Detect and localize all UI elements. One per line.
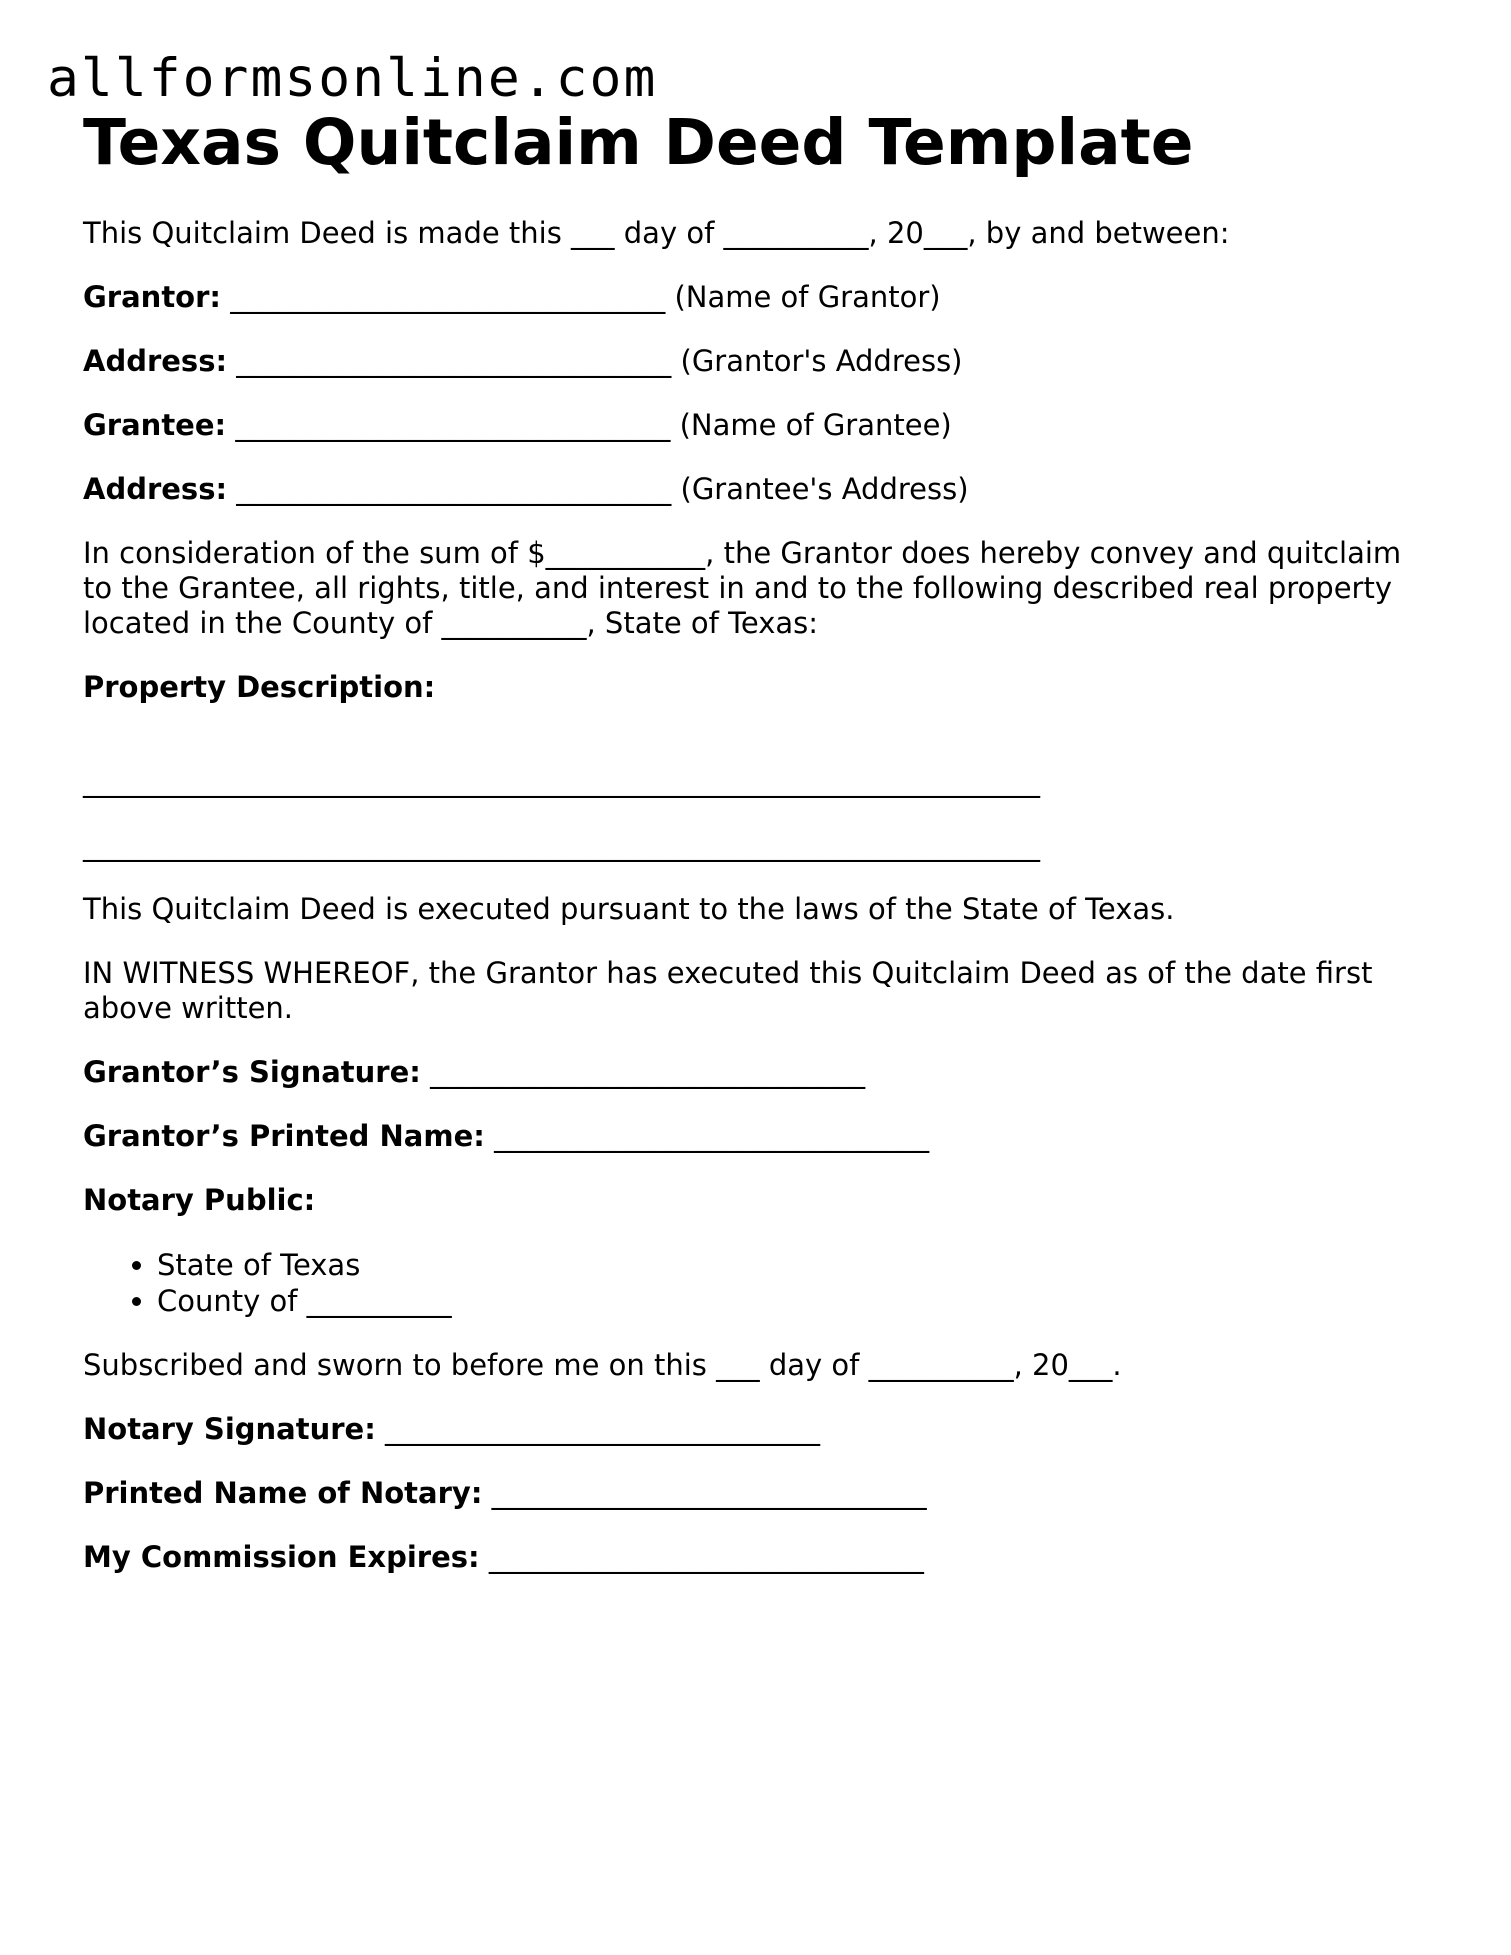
grantor-name-blank[interactable]: ______________________________	[230, 280, 666, 314]
grantor-signature-line	[83, 1055, 1433, 1090]
executed-statement: This Quitclaim Deed is executed pursuant to the laws of the State of Texas.	[83, 892, 1175, 926]
commission-expires-blank[interactable]: ______________________________	[488, 1540, 924, 1574]
intro-line: This Quitclaim Deed is made this ___ day of __________, 20___, by and between:	[83, 216, 1230, 250]
list-item: • County of __________	[157, 1283, 1433, 1319]
notary-signature-line	[83, 1412, 1433, 1447]
grantee-address-label: Address:	[83, 472, 228, 506]
commission-expires-line	[83, 1540, 1433, 1575]
list-item: • State of Texas	[157, 1247, 1433, 1283]
witness-statement: IN WITNESS WHEREOF, the Grantor has executed this Quitclaim Deed as of the date first above written.	[83, 956, 1373, 1025]
grantor-address-line	[83, 344, 1433, 379]
notary-printed-name-line	[83, 1476, 1433, 1511]
commission-expires-label: My Commission Expires:	[83, 1540, 480, 1574]
grantor-printed-name-blank[interactable]: ______________________________	[494, 1119, 930, 1153]
notary-venue-list	[83, 1247, 1433, 1319]
grantor-name-line	[83, 280, 1433, 315]
grantor-address-label: Address:	[83, 344, 228, 378]
grantor-printed-name-label: Grantor’s Printed Name:	[83, 1119, 485, 1153]
notary-public-heading: Notary Public:	[83, 1183, 316, 1217]
grantee-name-blank[interactable]: ______________________________	[235, 408, 671, 442]
grantee-name-line	[83, 408, 1433, 443]
grantee-address-blank[interactable]: ______________________________	[236, 472, 672, 506]
sworn-statement: Subscribed and sworn to before me on this ___ day of __________, 20___.	[83, 1348, 1122, 1382]
grantor-name-hint: (Name of Grantor)	[674, 280, 941, 314]
grantor-address-hint: (Grantor's Address)	[680, 344, 963, 378]
grantor-label: Grantor:	[83, 280, 222, 314]
notary-printed-name-label: Printed Name of Notary:	[83, 1476, 483, 1510]
grantor-signature-blank[interactable]: ______________________________	[430, 1055, 866, 1089]
document-page	[83, 108, 1433, 1604]
property-description-line-2[interactable]: __________________________________________________________________	[83, 828, 1040, 862]
property-description-line-1[interactable]: __________________________________________________________________	[83, 764, 1040, 798]
grantee-address-hint: (Grantee's Address)	[680, 472, 969, 506]
grantor-address-blank[interactable]: ______________________________	[236, 344, 672, 378]
grantee-label: Grantee:	[83, 408, 227, 442]
grantee-name-hint: (Name of Grantee)	[679, 408, 952, 442]
grantee-address-line	[83, 472, 1433, 507]
property-description-heading: Property Description:	[83, 670, 436, 704]
notary-signature-label: Notary Signature:	[83, 1412, 376, 1446]
notary-signature-blank[interactable]: ______________________________	[385, 1412, 821, 1446]
watermark: allformsonline.com	[47, 48, 658, 109]
consideration-paragraph: In consideration of the sum of $___________, the Grantor does hereby convey and quitclaim to the Grantee, all rights, title, and interest in and to the following described real property located in the County of __________, State of Texas:	[83, 536, 1402, 640]
grantor-signature-label: Grantor’s Signature:	[83, 1055, 421, 1089]
page-title: Texas Quitclaim Deed Template	[83, 106, 1194, 179]
notary-printed-name-blank[interactable]: ______________________________	[491, 1476, 927, 1510]
spacer	[83, 734, 1433, 764]
grantor-printed-name-line	[83, 1119, 1433, 1154]
